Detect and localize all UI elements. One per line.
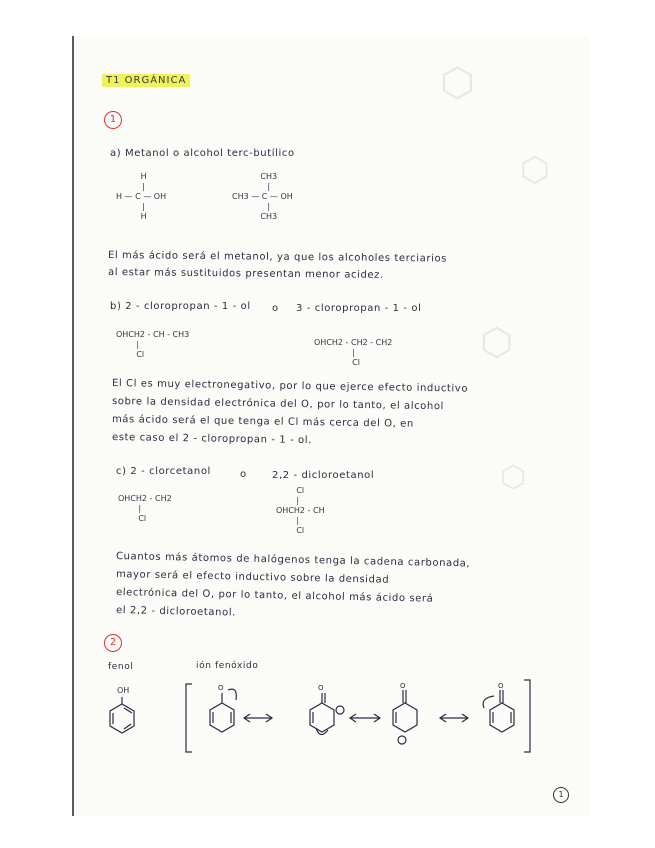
bleed-through-mark: ⬡ [500,460,527,495]
q1a-explanation-line-2: al estar más sustituidos presentan menor acidez. [107,267,384,281]
oxygen-label-4: O [498,682,504,690]
bracket-close [524,680,530,752]
tert-butanol-structure: CH3 | CH3 — C — OH | CH3 [232,172,293,221]
q1c-heading-right: 2,2 - dicloroetanol [272,470,375,481]
phenol-label: fenol [108,662,134,672]
oxygen-label-1: O [218,684,224,692]
q1a-explanation-line-1: El más ácido será el metanol, ya que los alcoholes terciarios [107,250,448,265]
bleed-through-mark: ⬡ [480,320,514,364]
phenol-ring [110,697,134,733]
resonance-ring-1 [210,689,236,732]
q1c-heading-left: c) 2 - clorcetanol [116,466,211,477]
oxygen-label-2: O [318,684,324,692]
bleed-through-mark: ⬡ [520,150,550,190]
q1b-heading-right: 3 - cloropropan - 1 - ol [296,303,422,314]
q1c-explanation-line-1: Cuantos más átomos de halógenos tenga la cadena carbonada, [115,551,471,570]
resonance-ring-4 [483,690,514,732]
phenol-oh-label: OH [117,686,130,695]
q1a-heading: a) Metanol o alcohol terc-butílico [110,148,295,159]
phenoxide-label: ión fenóxido [196,661,259,671]
q1b-left-formula: OHCH2 - CH - CH3 | Cl [116,330,190,359]
q1c-explanation-line-2: mayor será el efecto inductivo sobre la densidad [115,569,390,586]
question-1-number: 1 [104,111,122,129]
q1b-explanation-line-2: sobre la densidad electrónica del O, por lo tanto, el alcohol [111,396,445,413]
page-title: T1 ORGÁNICA [102,74,190,87]
q1b-explanation-line-4: este caso el 2 - cloropropan - 1 - ol. [111,432,312,447]
methanol-structure: H | H — C — OH | H [116,172,167,221]
q1c-explanation-line-4: el 2,2 - dicloroetanol. [115,605,237,619]
q1b-right-formula: OHCH2 - CH2 - CH2 | Cl [314,338,393,367]
resonance-ring-3 [393,690,417,744]
q1c-connector: o [240,469,247,480]
q1b-heading-left: b) 2 - cloropropan - 1 - ol [110,301,251,312]
bleed-through-mark: ⬡ [440,60,475,106]
question-2-number: 2 [104,634,122,652]
q1c-right-formula: Cl | OHCH2 - CH | Cl [276,486,325,535]
resonance-ring-2 [310,693,344,735]
oxygen-label-3: O [400,682,406,690]
q1c-explanation-line-3: electrónica del O, por lo tanto, el alcohol más ácido será [115,587,434,605]
q1b-connector: o [272,303,279,314]
page-number: 1 [553,787,569,803]
q1b-explanation-line-1: El Cl es muy electronegativo, por lo que ejerce efecto inductivo [111,378,469,395]
bracket-open [186,684,192,752]
q1b-explanation-line-3: más ácido será el que tenga el Cl más cerca del O, en [111,414,414,430]
q1c-left-formula: OHCH2 - CH2 | Cl [118,494,172,523]
